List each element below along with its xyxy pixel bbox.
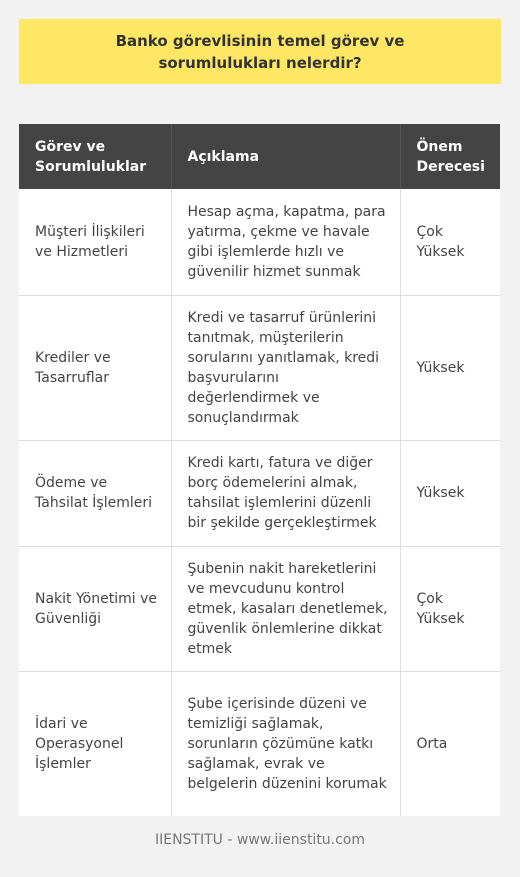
description-cell: Şube içerisinde düzeni ve temizliği sağlamak, sorunların çözümüne katkı sağlamak, evrak ve belgelerin düzenini korumak — [171, 671, 400, 816]
importance-cell: Çok Yüksek — [400, 546, 500, 671]
importance-cell: Yüksek — [400, 295, 500, 440]
table-row — [19, 189, 500, 295]
header-task: Görev ve Sorumluluklar — [19, 124, 171, 189]
description-cell: Kredi kartı, fatura ve diğer borç ödemelerini almak, tahsilat işlemlerini düzenli bir şekilde gerçekleştirmek — [171, 440, 400, 546]
header-importance: Önem Derecesi — [400, 124, 500, 189]
table-header-row — [19, 124, 500, 189]
responsibilities-table — [19, 124, 500, 816]
importance-cell: Yüksek — [400, 440, 500, 546]
description-cell: Şubenin nakit hareketlerini ve mevcudunu kontrol etmek, kasaları denetlemek, güvenlik önlemlerine dikkat etmek — [171, 546, 400, 671]
task-cell: İdari ve Operasyonel İşlemler — [35, 715, 124, 772]
task-cell: Müşteri İlişkileri ve Hizmetleri — [19, 189, 171, 295]
table-row — [19, 546, 500, 671]
table-row — [19, 295, 500, 440]
task-cell: Ödeme ve Tahsilat İşlemleri — [19, 440, 171, 546]
title-banner — [19, 19, 501, 84]
table-row — [19, 440, 500, 546]
task-cell: Nakit Yönetimi ve Güvenliği — [19, 546, 171, 671]
header-description: Açıklama — [171, 124, 400, 189]
table-row — [19, 671, 500, 816]
footer-credit: IIENSTITU - www.iienstitu.com — [154, 832, 366, 848]
importance-cell: Orta — [400, 671, 500, 816]
task-cell: Krediler ve Tasarruflar — [19, 295, 171, 440]
description-cell: Hesap açma, kapatma, para yatırma, çekme ve havale gibi işlemlerde hızlı ve güvenilir hizmet sunmak — [171, 189, 400, 295]
description-cell: Kredi ve tasarruf ürünlerini tanıtmak, müşterilerin sorularını yanıtlamak, kredi başvurularını değerlendirmek ve sonuçlandırmak — [171, 295, 400, 440]
page-title: Banko görevlisinin temel görev ve sorumlulukları nelerdir? — [115, 31, 405, 72]
importance-cell: Çok Yüksek — [400, 189, 500, 295]
